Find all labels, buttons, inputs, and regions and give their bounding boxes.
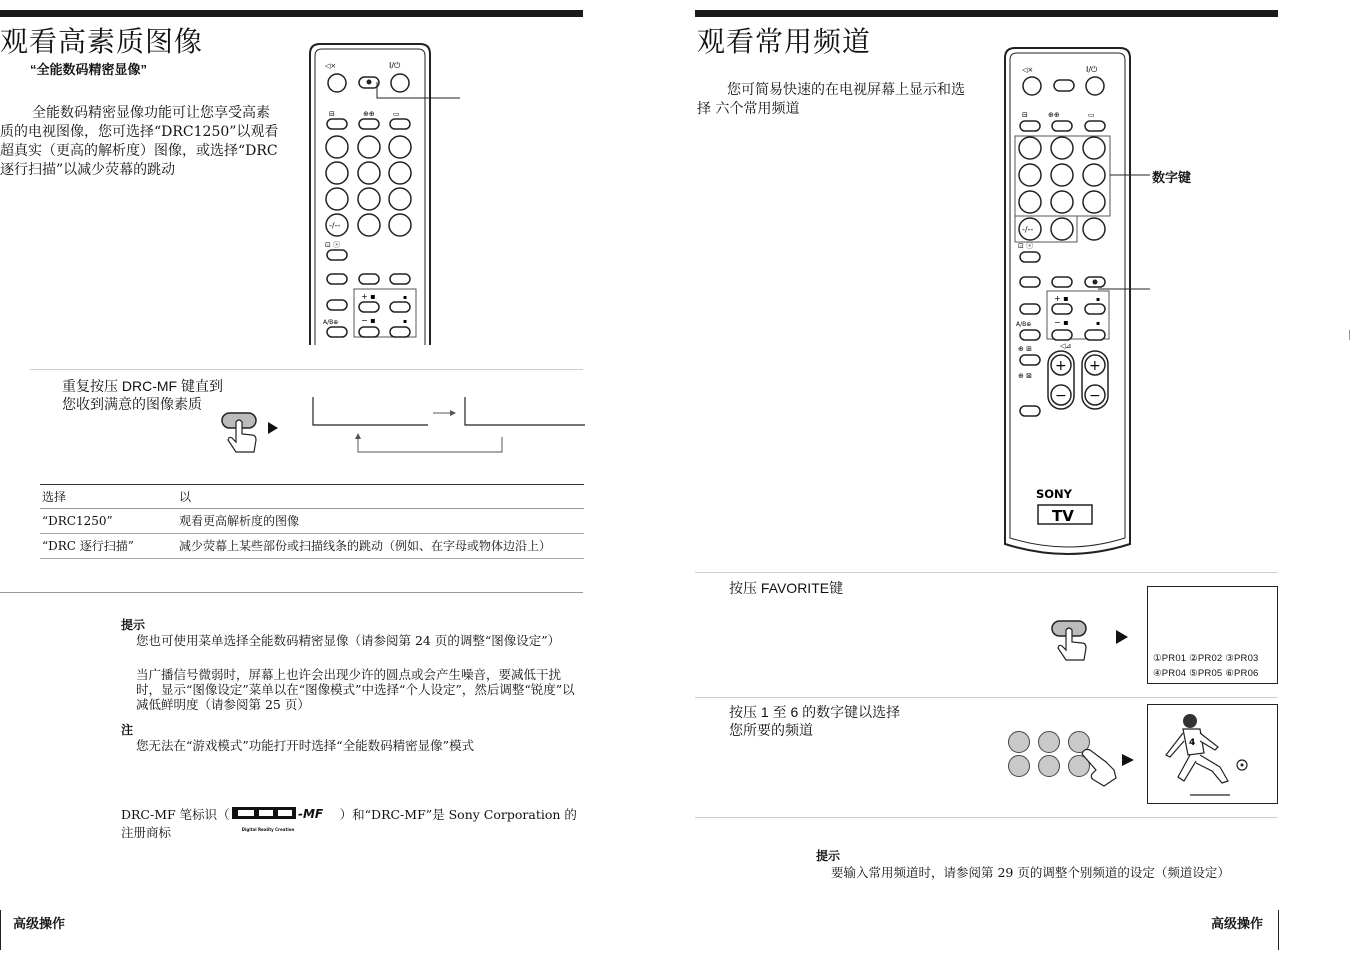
- table-header: 选择: [40, 485, 177, 509]
- svg-text:-/--: -/--: [1022, 225, 1034, 234]
- table-cell: “DRC1250”: [40, 509, 177, 534]
- channel-screen: [1147, 704, 1278, 804]
- svg-text:▪: ▪: [1096, 296, 1101, 303]
- svg-text:+ ▪: + ▪: [361, 292, 376, 301]
- note-text: 您无法在“游戏模式”功能打开时选择“全能数码精密显像”模式: [136, 738, 475, 753]
- svg-text:-MF: -MF: [297, 806, 323, 821]
- intro-right: 您可简易快速的在电视屏幕上显示和选择 六个常用频道: [697, 82, 965, 117]
- press-favorite-hand-icon: [1050, 618, 1140, 666]
- tip-item: 当广播信号微弱时，屏幕上也许会出现少许的圆点或会产生噪音，要减低干扰时，显示“图像设定”菜单以在“图像模式”中选择“个人设定”，然后调整“锐度”以减低鲜明度（请参阅第 25 页）: [136, 667, 575, 712]
- svg-text:A/B⊕: A/B⊕: [323, 319, 339, 326]
- svg-text:◁×: ◁×: [325, 62, 337, 70]
- section-divider: [695, 697, 1278, 698]
- step-numeric: 按压 1 至 6 的数字键以选择 您所要的频道: [729, 704, 901, 738]
- svg-text:− ▪: − ▪: [1054, 318, 1069, 327]
- table-row: [40, 509, 584, 534]
- left-footer-tick: [0, 910, 1, 950]
- tip-item: 您也可使用菜单选择全能数码精密显像（请参阅第 24 页的调整“图像设定”）: [136, 633, 561, 648]
- svg-text:⊡ ⓢ: ⊡ ⓢ: [1018, 242, 1034, 250]
- svg-text:−: −: [1089, 388, 1101, 404]
- svg-text:⊕ ⊞: ⊕ ⊞: [1018, 345, 1032, 353]
- footer-left: 高级操作: [13, 916, 66, 931]
- svg-text:▪: ▪: [403, 294, 408, 301]
- svg-text:-/--: -/--: [329, 221, 341, 230]
- favorites-row: [1153, 653, 1259, 664]
- note-heading: 注: [121, 723, 134, 737]
- svg-text:+: +: [1055, 358, 1067, 374]
- footer-right: 高级操作: [1211, 916, 1264, 931]
- sony-brand-text: SONY: [1036, 487, 1073, 501]
- table-row: [40, 534, 584, 559]
- numeric-key: [1008, 755, 1030, 777]
- tv-label-text: TV: [1052, 507, 1074, 525]
- option-table: [40, 484, 584, 559]
- svg-text:+: +: [1089, 358, 1101, 374]
- svg-text:⊟: ⊟: [1022, 111, 1028, 119]
- favorite-channel: ①PR01: [1153, 653, 1187, 664]
- drc-mf-logo: [230, 806, 340, 832]
- svg-text:▪: ▪: [403, 318, 408, 325]
- svg-text:⊡ ⓢ: ⊡ ⓢ: [325, 241, 341, 249]
- svg-text:−: −: [1055, 388, 1067, 404]
- trademark-line: [121, 806, 577, 842]
- svg-text:▭: ▭: [393, 110, 400, 118]
- table-cell: 观看更高解析度的图像: [177, 509, 584, 534]
- favorite-channel: ③PR03: [1225, 653, 1259, 664]
- svg-text:+ ▪: + ▪: [1054, 294, 1069, 303]
- svg-text:⊕⊕: ⊕⊕: [363, 110, 375, 118]
- table-header: 以: [177, 485, 584, 509]
- svg-text:⊟: ⊟: [329, 110, 335, 118]
- svg-text:I/⏻: I/⏻: [389, 61, 401, 70]
- favorite-channel: ④PR04: [1153, 668, 1187, 679]
- section-divider: [0, 592, 583, 593]
- step-favorite: 按压 FAVORITE键: [729, 580, 844, 596]
- favorites-row: [1153, 668, 1259, 679]
- svg-text:◁×: ◁×: [1022, 66, 1034, 74]
- svg-text:I/⏻: I/⏻: [1086, 65, 1098, 74]
- press-button-hand-icon: [220, 410, 290, 458]
- section-divider: [30, 369, 583, 370]
- svg-text:− ▪: − ▪: [361, 316, 376, 325]
- soccer-player-image: [1148, 705, 1277, 803]
- page-title-right: 观看常用频道: [697, 25, 872, 58]
- left-top-rule: [0, 10, 583, 17]
- table-cell: 减少荧幕上某些部份或扫描线条的跳动（例如、在字母或物体边沿上）: [177, 534, 584, 559]
- svg-text:⊕⊕: ⊕⊕: [1048, 111, 1060, 119]
- remote-control-right: [1000, 44, 1210, 556]
- favorite-channel: ⑥PR06: [1225, 668, 1259, 679]
- page-title-left: 观看高素质图像: [0, 25, 204, 58]
- svg-text:⊕ ⊠: ⊕ ⊠: [1018, 372, 1032, 380]
- tips-heading: 提示: [121, 618, 146, 632]
- remote-control-left: [305, 40, 465, 345]
- numeric-key: [1038, 755, 1060, 777]
- numeric-key: [1008, 731, 1030, 753]
- svg-text:▪: ▪: [1096, 320, 1101, 327]
- tip-right: 要输入常用频道时，请参阅第 29 页的调整个别频道的设定（频道设定）: [831, 865, 1230, 880]
- drc-mode-cycle-diagram: [310, 395, 585, 455]
- intro-left: 全能数码精密显像功能可让您享受高素质的电视图像，您可选择“DRC1250”以观看超真实（更高的解析度）图像，或选择“DRC逐行扫描”以减少荧幕的跳动: [0, 105, 279, 178]
- right-footer-tick: [1278, 910, 1279, 950]
- trademark-text: DRC-MF 笔标识（: [121, 807, 230, 822]
- svg-text:A/B⊕: A/B⊕: [1016, 321, 1032, 328]
- favorite-channel: ⑤PR05: [1189, 668, 1223, 679]
- section-divider: [695, 817, 1278, 818]
- numeric-keys-callout: 数字键: [1152, 170, 1192, 185]
- favorite-channel: ②PR02: [1189, 653, 1223, 664]
- numeric-key: [1038, 731, 1060, 753]
- svg-text:4: 4: [1189, 738, 1196, 748]
- right-top-rule: [695, 10, 1278, 17]
- svg-text:▭: ▭: [1088, 111, 1095, 119]
- press-number-hand-icon: [1076, 748, 1140, 788]
- favorites-screen: [1147, 586, 1278, 684]
- trademark-text: 注册商标: [121, 825, 172, 840]
- table-cell: “DRC 逐行扫描”: [40, 534, 177, 559]
- tips-heading-right: 提示: [816, 849, 841, 863]
- step-drc-mf: 重复按压 DRC-MF 键直到 您收到满意的图像素质: [62, 378, 223, 412]
- svg-text:◁⊿: ◁⊿: [1060, 342, 1072, 350]
- section-divider: [695, 572, 1278, 573]
- trademark-text: ）和“DRC-MF”是 Sony Corporation 的: [339, 807, 577, 822]
- logo-caption: Digital Reality Creation: [241, 826, 295, 832]
- subtitle: “全能数码精密显像”: [30, 62, 148, 77]
